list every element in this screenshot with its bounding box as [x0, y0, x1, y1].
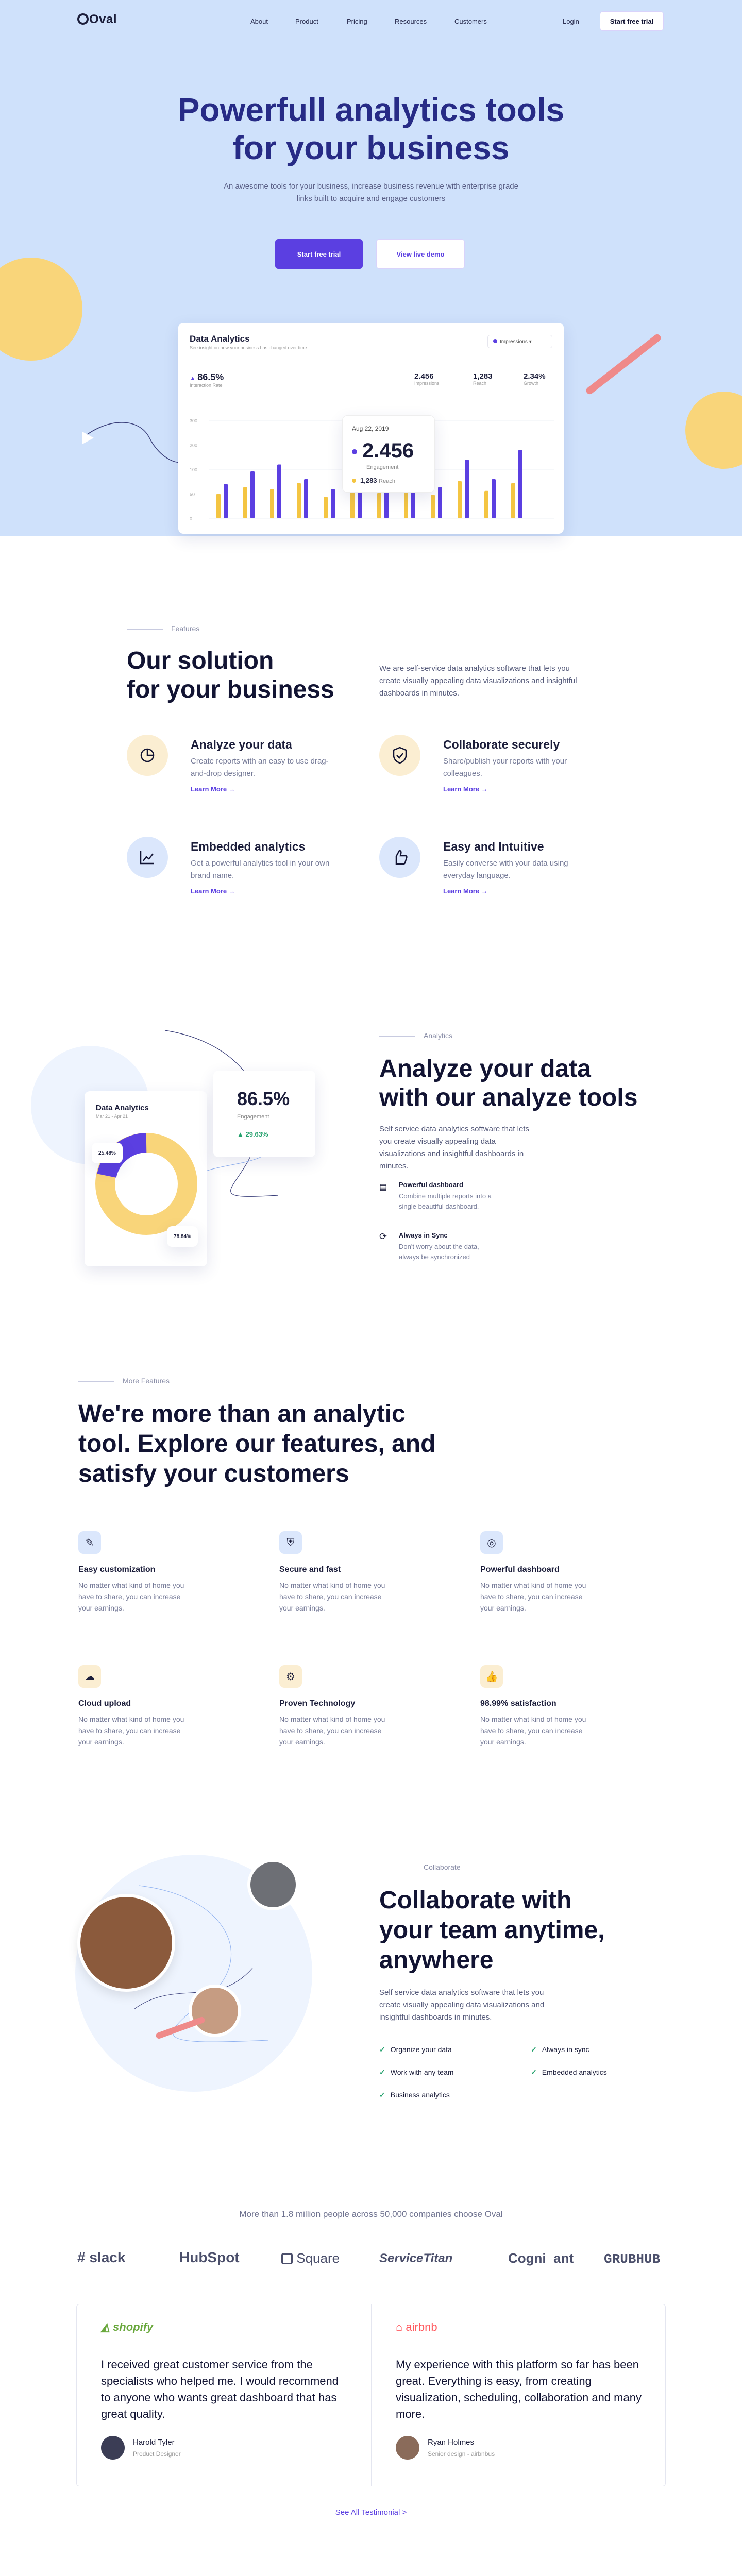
item-title: Embedded analytics [191, 840, 306, 853]
analytics-eyebrow: Analytics [379, 1031, 452, 1040]
stat-growth [524, 372, 546, 386]
gear-icon: ⚙ [279, 1665, 302, 1688]
learn-more-text: Learn More [191, 785, 227, 793]
tooltip-reach [352, 477, 395, 484]
stat-reach [473, 372, 493, 386]
arrow-right-icon: → [481, 785, 488, 793]
solution-eyebrow: Features [127, 624, 199, 633]
testimonial-quote: I received great customer service from the specialists who helped me. I would recommend to anyone who wants great dashboard that has great quality. [101, 2358, 339, 2420]
feature-text-line1: Combine multiple reports into a [399, 1192, 492, 1200]
nav-link-resources[interactable]: Resources [395, 18, 427, 25]
feature-body-line3: your earnings. [279, 1738, 325, 1746]
chart-bar [297, 483, 301, 518]
feature-body-line3: your earnings. [78, 1738, 124, 1746]
chevron-down-icon: ▾ [529, 339, 532, 345]
tooltip-dot-yellow [352, 479, 356, 483]
more-title-line3: satisfy your customers [78, 1460, 349, 1487]
engagement-delta [237, 1130, 268, 1138]
airbnb-logo-text: airbnb [406, 2320, 437, 2333]
stat-value: 2.456 [414, 372, 434, 381]
chart-bar [511, 483, 515, 518]
feature-title: Powerful dashboard [399, 1181, 463, 1189]
feature-title: Always in Sync [399, 1231, 448, 1239]
dashboard-subtitle: See insight on how your business has changed over time [190, 345, 307, 350]
logo-slack [77, 2249, 125, 2266]
collab-title-line1: Collaborate with [379, 1887, 572, 1914]
collab-title-line3: anywhere [379, 1946, 494, 1974]
check-item [379, 2045, 452, 2054]
item-text: Easily converse with your data using everyday language. [443, 859, 568, 880]
stat-value: 2.34% [524, 372, 546, 381]
stat-up-icon: ▲ [190, 375, 198, 382]
chart-ytick: 50 [190, 492, 195, 497]
donut-card-date: Mar 21 - Apr 21 [96, 1114, 128, 1119]
hero-curve [0, 536, 742, 577]
shopify-logo-text: shopify [113, 2320, 154, 2333]
logo-square-text: Square [296, 2250, 340, 2266]
chart-bar [324, 497, 328, 518]
chart-bar [438, 487, 442, 518]
tooltip-date: Aug 22, 2019 [352, 425, 389, 432]
tooltip-label: Engagement [366, 464, 399, 470]
learn-more-text: Learn More [191, 887, 227, 895]
avatar [77, 1894, 175, 1992]
collab-description: Self service data analytics software that lets you create visually appealing data visualizations and insightful dashboards in minutes. [379, 1988, 545, 2022]
testimonial-name: Harold Tyler [133, 2438, 175, 2447]
dashboard-filter-select[interactable] [487, 335, 552, 348]
logos-caption: More than 1.8 million people across 50,000 companies choose Oval [239, 2209, 503, 2219]
tooltip-reach-value: 1,283 [360, 477, 377, 484]
feature-title: Proven Technology [279, 1699, 356, 1708]
testimonial-quote: My experience with this platform so far has been great. Everything is easy, from creating visualization, scheduling, collaboration and many more. [396, 2358, 642, 2420]
chart-ytick: 300 [190, 418, 198, 423]
chart-bar [250, 471, 255, 518]
airbnb-icon: ⌂ [396, 2320, 403, 2333]
cloud-upload-icon: ☁ [78, 1665, 101, 1688]
feature-body-line3: your earnings. [480, 1738, 526, 1746]
dashboard-icon: ▤ [379, 1183, 387, 1192]
nav-trial-button[interactable]: Start free trial [600, 11, 664, 31]
arrow-up-icon: ▲ [237, 1130, 246, 1138]
tooltip-value [352, 439, 414, 463]
engagement-value: 86.5% [237, 1088, 290, 1109]
avatar [101, 2436, 125, 2460]
chart-bar [224, 484, 228, 519]
slack-icon: # [77, 2249, 86, 2265]
learn-more-link[interactable] [443, 785, 488, 793]
feature-body-line1: No matter what kind of home you [480, 1715, 586, 1723]
check-icon: ✓ [379, 2045, 385, 2054]
decor-blob-left [0, 258, 82, 361]
hero-title-line2: for your business [232, 129, 510, 166]
collab-eyebrow: Collaborate [379, 1863, 461, 1871]
feature-card [78, 1531, 248, 1614]
shield-icon [379, 735, 420, 776]
check-label: Embedded analytics [542, 2068, 607, 2076]
arrow-right-icon: → [481, 887, 488, 895]
chart-bar [331, 489, 335, 518]
filter-dot [493, 339, 497, 343]
collab-title-line2: your team anytime, [379, 1917, 605, 1944]
analytics-title-line2: with our analyze tools [379, 1084, 638, 1111]
solution-description: We are self-service data analytics software that lets you create visually appealing data visualizations and insightful dashboards in minutes. [379, 664, 577, 698]
sync-icon: ⟳ [379, 1231, 387, 1242]
feature-title: 98.99% satisfaction [480, 1699, 556, 1708]
chart-bar [243, 487, 247, 518]
thumb-icon [379, 837, 420, 878]
tooltip-dot [352, 449, 357, 454]
chart-bar [431, 495, 435, 518]
check-label: Business analytics [390, 2091, 450, 2099]
engagement-card [213, 1071, 315, 1157]
feature-body-line1: No matter what kind of home you [279, 1715, 385, 1723]
chart-bar [458, 481, 462, 518]
feature-body-line2: have to share, you can increase [480, 1726, 583, 1735]
logo-servicetitan: ServiceTitan [379, 2251, 453, 2265]
chart-ytick: 0 [190, 516, 193, 521]
nav-link-customers[interactable]: Customers [454, 18, 487, 25]
donut-label-b: 78.84% [167, 1226, 198, 1247]
stat-value: 86.5% [197, 372, 224, 382]
chart-bar [518, 450, 522, 518]
chart-bar [304, 479, 308, 518]
item-text: Create reports with an easy to use drag-and-drop designer. [191, 757, 329, 778]
analytics-donut-card [85, 1091, 207, 1266]
hero-subtitle-line2: links built to acquire and engage customers [296, 194, 446, 203]
feature-title: Secure and fast [279, 1565, 341, 1574]
chart-bar [216, 494, 221, 519]
hero-trial-button[interactable]: Start free trial [275, 239, 363, 269]
logo-hubspot: HubSpot [179, 2249, 240, 2265]
chart-bar [270, 489, 274, 518]
feature-body-line1: No matter what kind of home you [480, 1581, 586, 1589]
analytics-title-line1: Analyze your data [379, 1055, 591, 1082]
stat-value: 1,283 [473, 372, 493, 381]
feature-body-line2: have to share, you can increase [279, 1726, 382, 1735]
testimonial-role: Product Designer [133, 2450, 181, 2458]
brand-name: Oval [89, 12, 117, 26]
testimonial-name: Ryan Holmes [428, 2438, 475, 2447]
avatar [189, 1985, 241, 2037]
chart-bar [484, 491, 488, 518]
learn-more-link[interactable] [191, 785, 235, 793]
feature-title: Cloud upload [78, 1699, 131, 1708]
avatar [247, 1859, 299, 1910]
donut-card-title: Data Analytics [96, 1104, 149, 1112]
feature-card [480, 1665, 650, 1748]
airbnb-logo [396, 2320, 437, 2334]
feature-card [279, 1531, 449, 1614]
check-icon: ✓ [379, 2091, 385, 2099]
logo-grubhub: GRUBHUB [604, 2251, 661, 2267]
shopping-bag-icon: ◭ [101, 2320, 110, 2333]
hero-title-line1: Powerfull analytics tools [177, 91, 565, 128]
trend-icon [127, 837, 168, 878]
hero-demo-button[interactable]: View live demo [376, 239, 465, 269]
chart-tooltip [342, 415, 435, 493]
more-title-line1: We're more than an analytic [78, 1400, 406, 1428]
check-item [531, 2068, 607, 2077]
check-icon: ✓ [531, 2068, 537, 2076]
feature-card [279, 1665, 449, 1748]
tooltip-value-text: 2.456 [362, 439, 414, 462]
stat-impressions [414, 372, 440, 386]
stat-label: Interaction Rate [190, 383, 223, 388]
chart-ytick: 200 [190, 443, 198, 448]
testimonials-divider [371, 2304, 372, 2486]
tooltip-reach-label: Reach [379, 478, 395, 484]
stat-label: Reach [473, 381, 487, 386]
nav-link-product[interactable]: Product [295, 18, 318, 25]
check-label: Work with any team [390, 2068, 454, 2076]
decor-blob-right [685, 392, 742, 469]
dashboard-card [178, 323, 564, 534]
item-title: Easy and Intuitive [443, 840, 544, 853]
chart-bar [465, 460, 469, 518]
learn-more-text: Learn More [443, 785, 480, 793]
item-text: Get a powerful analytics tool in your own brand name. [191, 859, 330, 880]
arrow-right-icon: → [228, 785, 235, 793]
chart-ytick: 100 [190, 467, 198, 472]
feature-title: Easy customization [78, 1565, 156, 1574]
learn-more-text: Learn More [443, 887, 480, 895]
avatar [396, 2436, 419, 2460]
chart-bar [492, 479, 496, 518]
chart-bar [277, 465, 281, 519]
check-icon: ✓ [531, 2045, 537, 2054]
feature-body-line3: your earnings. [480, 1604, 526, 1612]
nav-link-pricing[interactable]: Pricing [347, 18, 367, 25]
feature-body-line3: your earnings. [279, 1604, 325, 1612]
feature-card [78, 1665, 248, 1748]
solution-title-line1: Our solution [127, 647, 274, 674]
feature-title: Powerful dashboard [480, 1565, 560, 1574]
stat-label: Impressions [414, 381, 440, 386]
check-item [531, 2045, 589, 2054]
check-label: Always in sync [542, 2045, 589, 2054]
check-label: Organize your data [390, 2045, 452, 2054]
learn-more-link[interactable] [191, 887, 235, 895]
item-title: Collaborate securely [443, 738, 560, 751]
feature-body-line1: No matter what kind of home you [78, 1715, 184, 1723]
item-text: Share/publish your reports with your colleagues. [443, 757, 567, 778]
square-icon [281, 2253, 293, 2264]
testimonial-role: Senior design - airbnbus [428, 2450, 495, 2458]
analytics-description: Self service data analytics software that lets you create visually appealing data visualizations and insightful dashboards in minutes. [379, 1125, 529, 1171]
hero-subtitle-line1: An awesome tools for your business, increase business revenue with enterprise grade [224, 182, 518, 191]
stat-interaction [190, 372, 224, 388]
decor-stripe [585, 333, 662, 396]
thumbs-up-icon: 👍 [480, 1665, 503, 1688]
engagement-label: Engagement [237, 1114, 269, 1120]
chart-pie-icon [127, 735, 168, 776]
feature-body-line2: have to share, you can increase [78, 1726, 181, 1735]
login-link[interactable]: Login [563, 18, 579, 25]
feature-text-line1: Don't worry about the data, [399, 1243, 479, 1250]
check-icon: ✓ [379, 2068, 385, 2076]
feature-card [480, 1531, 650, 1614]
feature-body-line2: have to share, you can increase [480, 1592, 583, 1601]
feature-text-line2: always be synchronized [399, 1253, 470, 1261]
logo-slack-text: slack [89, 2249, 126, 2265]
shield-check-icon: ⛨ [279, 1531, 302, 1554]
chart-bar [377, 493, 381, 518]
check-item [379, 2068, 453, 2077]
see-all-testimonials-link[interactable]: See All Testimonial > [335, 2508, 407, 2517]
feature-text-line2: single beautiful dashboard. [399, 1202, 479, 1210]
arrow-right-icon: → [228, 887, 235, 895]
more-eyebrow: More Features [78, 1377, 170, 1385]
nav-link-about[interactable]: About [250, 18, 268, 25]
logo-square [281, 2250, 340, 2266]
solution-title-line2: for your business [127, 676, 334, 703]
feature-body-line1: No matter what kind of home you [78, 1581, 184, 1589]
more-title-line2: tool. Explore our features, and [78, 1430, 436, 1458]
dashboard-title: Data Analytics [190, 334, 250, 344]
engagement-delta-text: 29.63% [245, 1130, 268, 1138]
learn-more-link[interactable] [443, 887, 488, 895]
check-item [379, 2091, 450, 2099]
feature-body-line1: No matter what kind of home you [279, 1581, 385, 1589]
feature-body-line2: have to share, you can increase [78, 1592, 181, 1601]
filter-label: Impressions [500, 339, 528, 345]
compass-icon: ◎ [480, 1531, 503, 1554]
brand-logo[interactable] [77, 12, 117, 27]
feature-body-line2: have to share, you can increase [279, 1592, 382, 1601]
item-title: Analyze your data [191, 738, 292, 751]
stat-label: Growth [524, 381, 539, 386]
wrench-icon: ✎ [78, 1531, 101, 1554]
logo-cognizant: Cogni_ant [508, 2250, 574, 2266]
donut-label-a: 25.48% [92, 1143, 123, 1163]
feature-body-line3: your earnings. [78, 1604, 124, 1612]
shopify-logo [101, 2320, 153, 2334]
